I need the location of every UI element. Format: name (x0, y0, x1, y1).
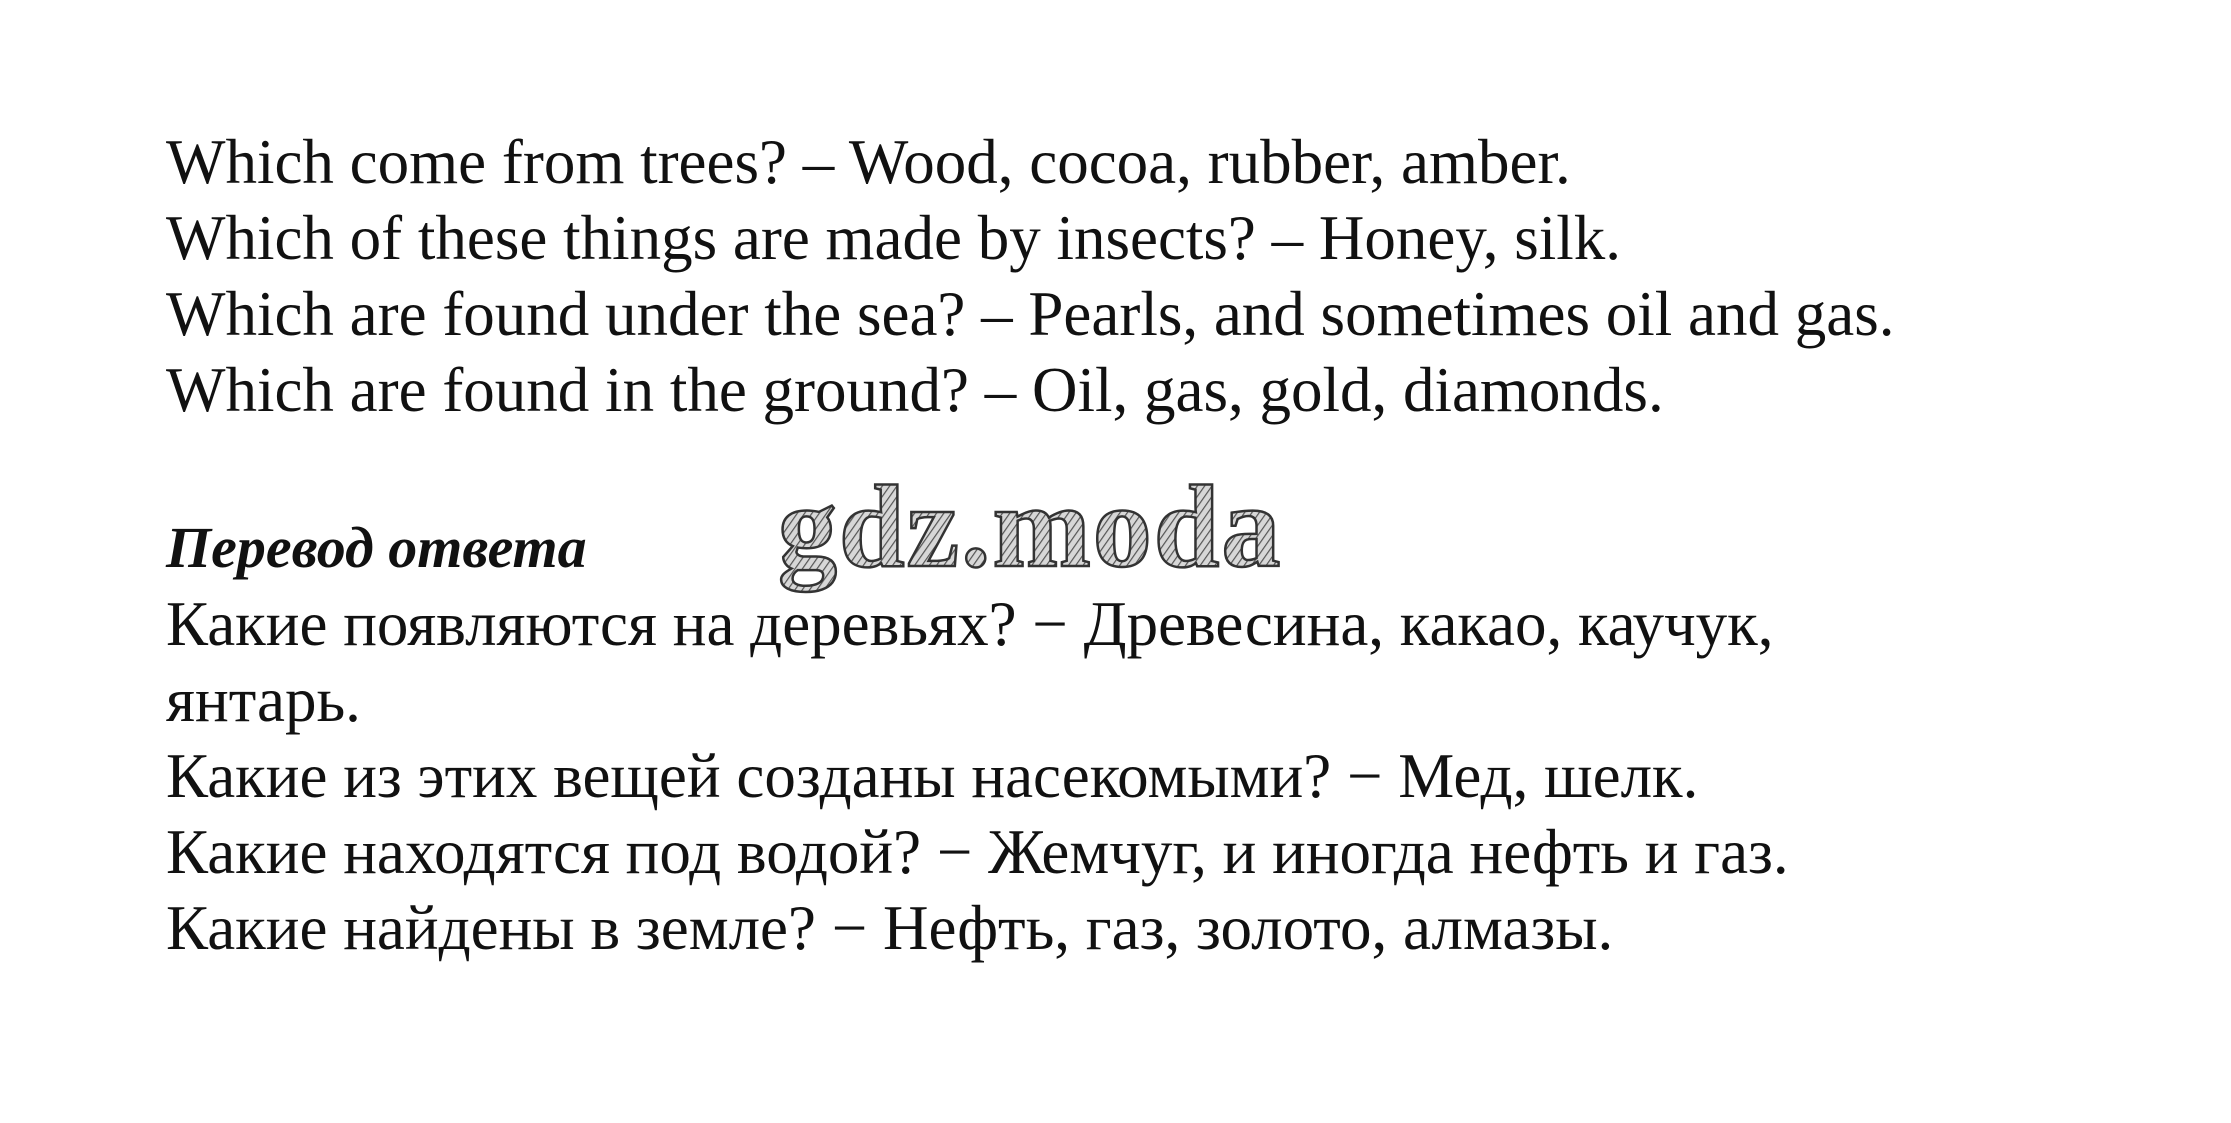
translation-line: Какие из этих вещей созданы насекомыми? − Мед, шелк. (166, 741, 1699, 811)
svg-text:gdz.moda: gdz.moda (778, 478, 1283, 592)
english-answer-line: Which are found in the ground? – Oil, gas, gold, diamonds. (166, 355, 1664, 425)
translation-line: Какие находятся под водой? − Жемчуг, и иногда нефть и газ. (166, 817, 1789, 887)
translation-line: Какие появляются на деревьях? − Древесина, какао, каучук, янтарь. (166, 589, 1774, 735)
translation-heading: Перевод ответа (166, 515, 587, 580)
english-answer-line: Which are found under the sea? – Pearls, and sometimes oil and gas. (166, 279, 1895, 349)
gdz-moda-watermark (770, 478, 1390, 608)
english-answer-line: Which of these things are made by insects? – Honey, silk. (166, 203, 1622, 273)
english-answer-line: Which come from trees? – Wood, cocoa, rubber, amber. (166, 127, 1571, 197)
translation-line: Какие найдены в земле? − Нефть, газ, золото, алмазы. (166, 893, 1614, 963)
